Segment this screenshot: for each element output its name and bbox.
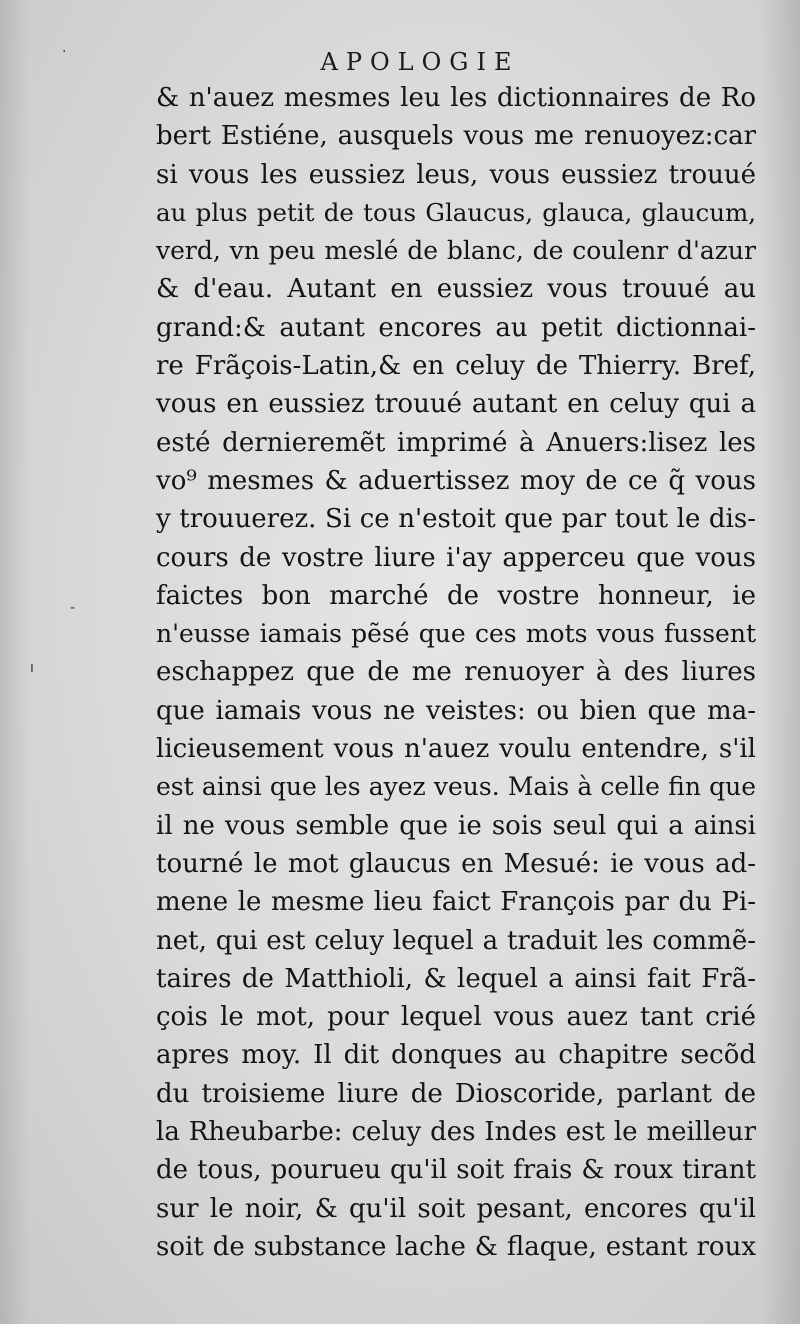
running-head: APOLOGIE [320,48,520,76]
text-line: faictes bon marché de vostre honneur, ie [156,580,756,611]
text-line: y trouuerez. Si ce n'estoit que par tout le dis- [156,504,756,535]
ink-speck: ı [30,660,34,676]
ink-speck: · [62,44,67,60]
text-line: taires de Matthioli, & lequel a ainsi fait Frã- [156,963,756,994]
text-line: il ne vous semble que ie sois seul qui a ainsi [156,810,756,841]
text-line: eschappez que de me renuoyer à des liures [156,657,756,688]
text-line: si vous les eussiez leus, vous eussiez trouué [156,159,756,190]
text-line: soit de substance lache & flaque, estant roux [156,1231,756,1262]
text-line: est ainsi que les ayez veus. Mais à celle fin que [156,772,756,802]
text-line: licieusement vous n'auez voulu entendre, s'il [156,734,756,765]
text-line: de tous, pourueu qu'il soit frais & roux tirant [156,1155,756,1186]
text-line: & n'auez mesmes leu les dictionnaires de Ro [156,83,756,113]
ink-speck: - [70,600,76,616]
text-line: çois le mot, pour lequel vous auez tant crié [156,1002,756,1033]
body-text [156,79,756,1266]
text-line: n'eusse iamais pẽsé que ces mots vous fussent [156,619,756,649]
page-gutter-shadow [0,0,30,1324]
text-line: apres moy. Il dit donques au chapitre secõd [156,1040,756,1071]
text-line: net, qui est celuy lequel a traduit les commẽ- [156,925,756,956]
text-line: la Rheubarbe: celuy des Indes est le meilleur [156,1117,756,1148]
page-edge-shadow [760,0,800,1324]
text-line: bert Estiéne, ausquels vous me renuoyez:car [156,121,756,152]
text-line: vo⁹ mesmes & aduertissez moy de ce q̃ vous [156,465,756,496]
text-line: sur le noir, & qu'il soit pesant, encores qu'il [156,1193,756,1224]
text-line: tourné le mot glaucus en Mesué: ie vous ad- [156,848,756,879]
text-line: au plus petit de tous Glaucus, glauca, glaucum, [156,197,756,227]
text-line: mene le mesme lieu faict François par du Pi- [156,887,756,918]
text-line: grand:& autant encores au petit dictionnai- [156,312,756,343]
text-line: verd, vn peu meslé de blanc, de coulenr d'azur [156,236,756,266]
text-line: cours de vostre liure i'ay apperceu que vous [156,542,756,573]
text-line: & d'eau. Autant en eussiez vous trouué au [156,274,756,305]
text-line: que iamais vous ne veistes: ou bien que ma- [156,695,756,726]
text-line: du troisieme liure de Dioscoride, parlant de [156,1078,756,1109]
text-line: esté dernieremẽt imprimé à Anuers:lisez les [156,427,756,458]
text-line: vous en eussiez trouué autant en celuy qui a [156,389,756,420]
text-line: re Frãçois-Latin,& en celuy de Thierry. Bref, [156,351,756,382]
